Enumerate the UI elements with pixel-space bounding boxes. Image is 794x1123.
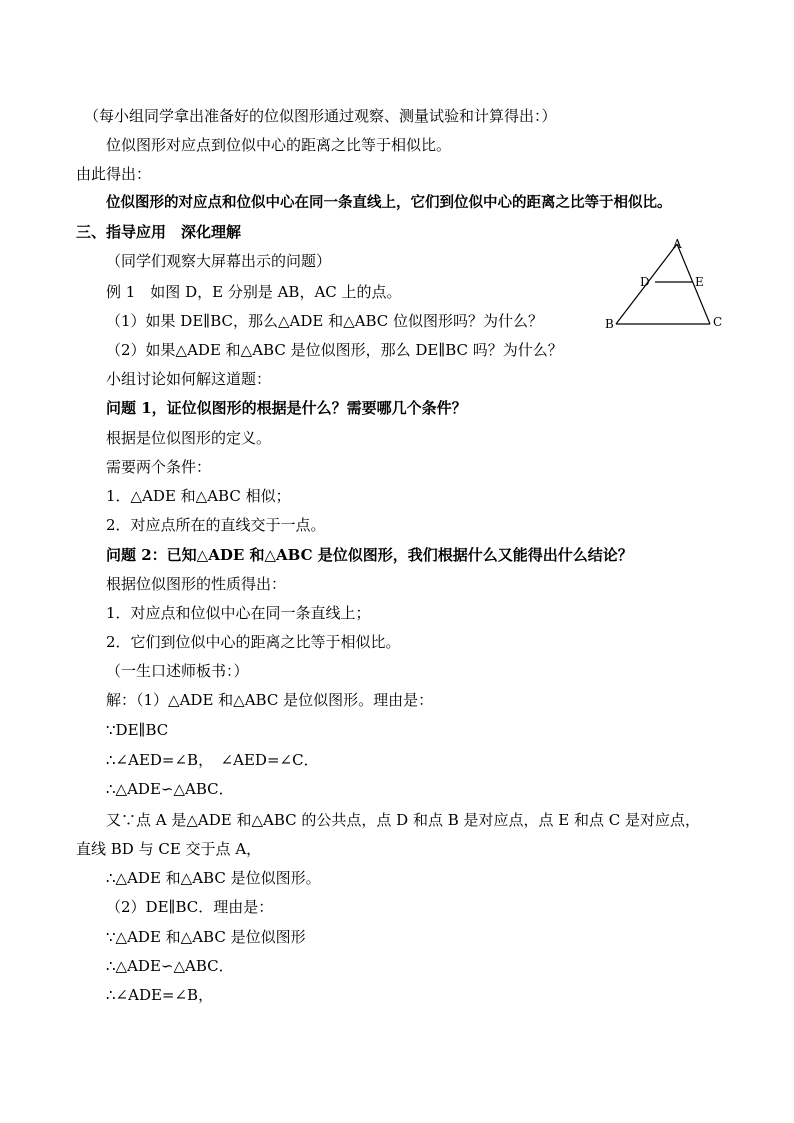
label-b: B	[605, 317, 614, 331]
example-title: 例 1 如图 D，E 分别是 AB，AC 上的点。	[106, 283, 402, 301]
text-line: 根据位似图形的性质得出：	[106, 575, 287, 593]
proof-step: ∴△ADE∽△ABC．	[106, 957, 234, 975]
proof-step: 又∵点 A 是△ADE 和△ABC 的公共点，点 D 和点 B 是对应点，点 E 和点 C 是对应点，	[106, 811, 701, 829]
solution-line: 解：（1）△ADE 和△ABC 是位似图形。理由是：	[106, 691, 434, 709]
segment-ac	[677, 244, 710, 324]
text-line: 由此得出：	[76, 165, 152, 183]
solution-line: （2）DE∥BC．理由是：	[106, 898, 274, 916]
question-1: （1）如果 DE∥BC，那么△ADE 和△ABC 位似图形吗？为什么？	[106, 312, 544, 330]
text-line: （同学们观察大屏幕出示的问题）	[106, 252, 332, 270]
list-item: 1．△ADE 和△ABC 相似；	[106, 487, 291, 505]
text-line: 需要两个条件：	[106, 458, 212, 476]
label-e: E	[695, 275, 704, 289]
question-2: （2）如果△ADE 和△ABC 是位似图形，那么 DE∥BC 吗？为什么？	[106, 341, 563, 359]
problem-1-heading: 问题 1，证位似图形的根据是什么？需要哪几个条件？	[106, 399, 467, 417]
label-d: D	[640, 275, 650, 289]
text-line: （每小组同学拿出准备好的位似图形通过观察、测量试验和计算得出：）	[84, 107, 557, 125]
label-a: A	[673, 237, 682, 251]
conclusion-bold: 位似图形的对应点和位似中心在同一条直线上，它们到位似中心的距离之比等于相似比。	[106, 194, 672, 211]
list-item: 1．对应点和位似中心在同一条直线上；	[106, 604, 371, 622]
text-line: 小组讨论如何解这道题：	[106, 370, 272, 388]
proof-step: ∴△ADE 和△ABC 是位似图形。	[106, 869, 321, 887]
text-line: （一生口述师板书：）	[106, 662, 249, 680]
proof-step: 直线 BD 与 CE 交于点 A，	[76, 840, 262, 858]
triangle-figure	[598, 236, 728, 332]
proof-step: ∴∠AED=∠B， ∠AED=∠C．	[106, 751, 319, 769]
problem-2-heading: 问题 2：已知△ADE 和△ABC 是位似图形，我们根据什么又能得出什么结论？	[106, 546, 633, 564]
text-line: 位似图形对应点到位似中心的距离之比等于相似比。	[106, 136, 452, 154]
proof-step: ∴∠ADE=∠B，	[106, 986, 214, 1004]
label-c: C	[713, 315, 723, 329]
proof-step: ∵△ADE 和△ABC 是位似图形	[106, 928, 306, 946]
proof-step: ∴△ADE∽△ABC．	[106, 780, 234, 798]
list-item: 2．对应点所在的直线交于一点。	[106, 516, 326, 534]
section-heading: 三、指导应用 深化理解	[76, 223, 242, 241]
proof-step: ∵DE∥BC	[106, 721, 169, 739]
list-item: 2．它们到位似中心的距离之比等于相似比。	[106, 633, 401, 651]
text-line: 根据是位似图形的定义。	[106, 429, 272, 447]
